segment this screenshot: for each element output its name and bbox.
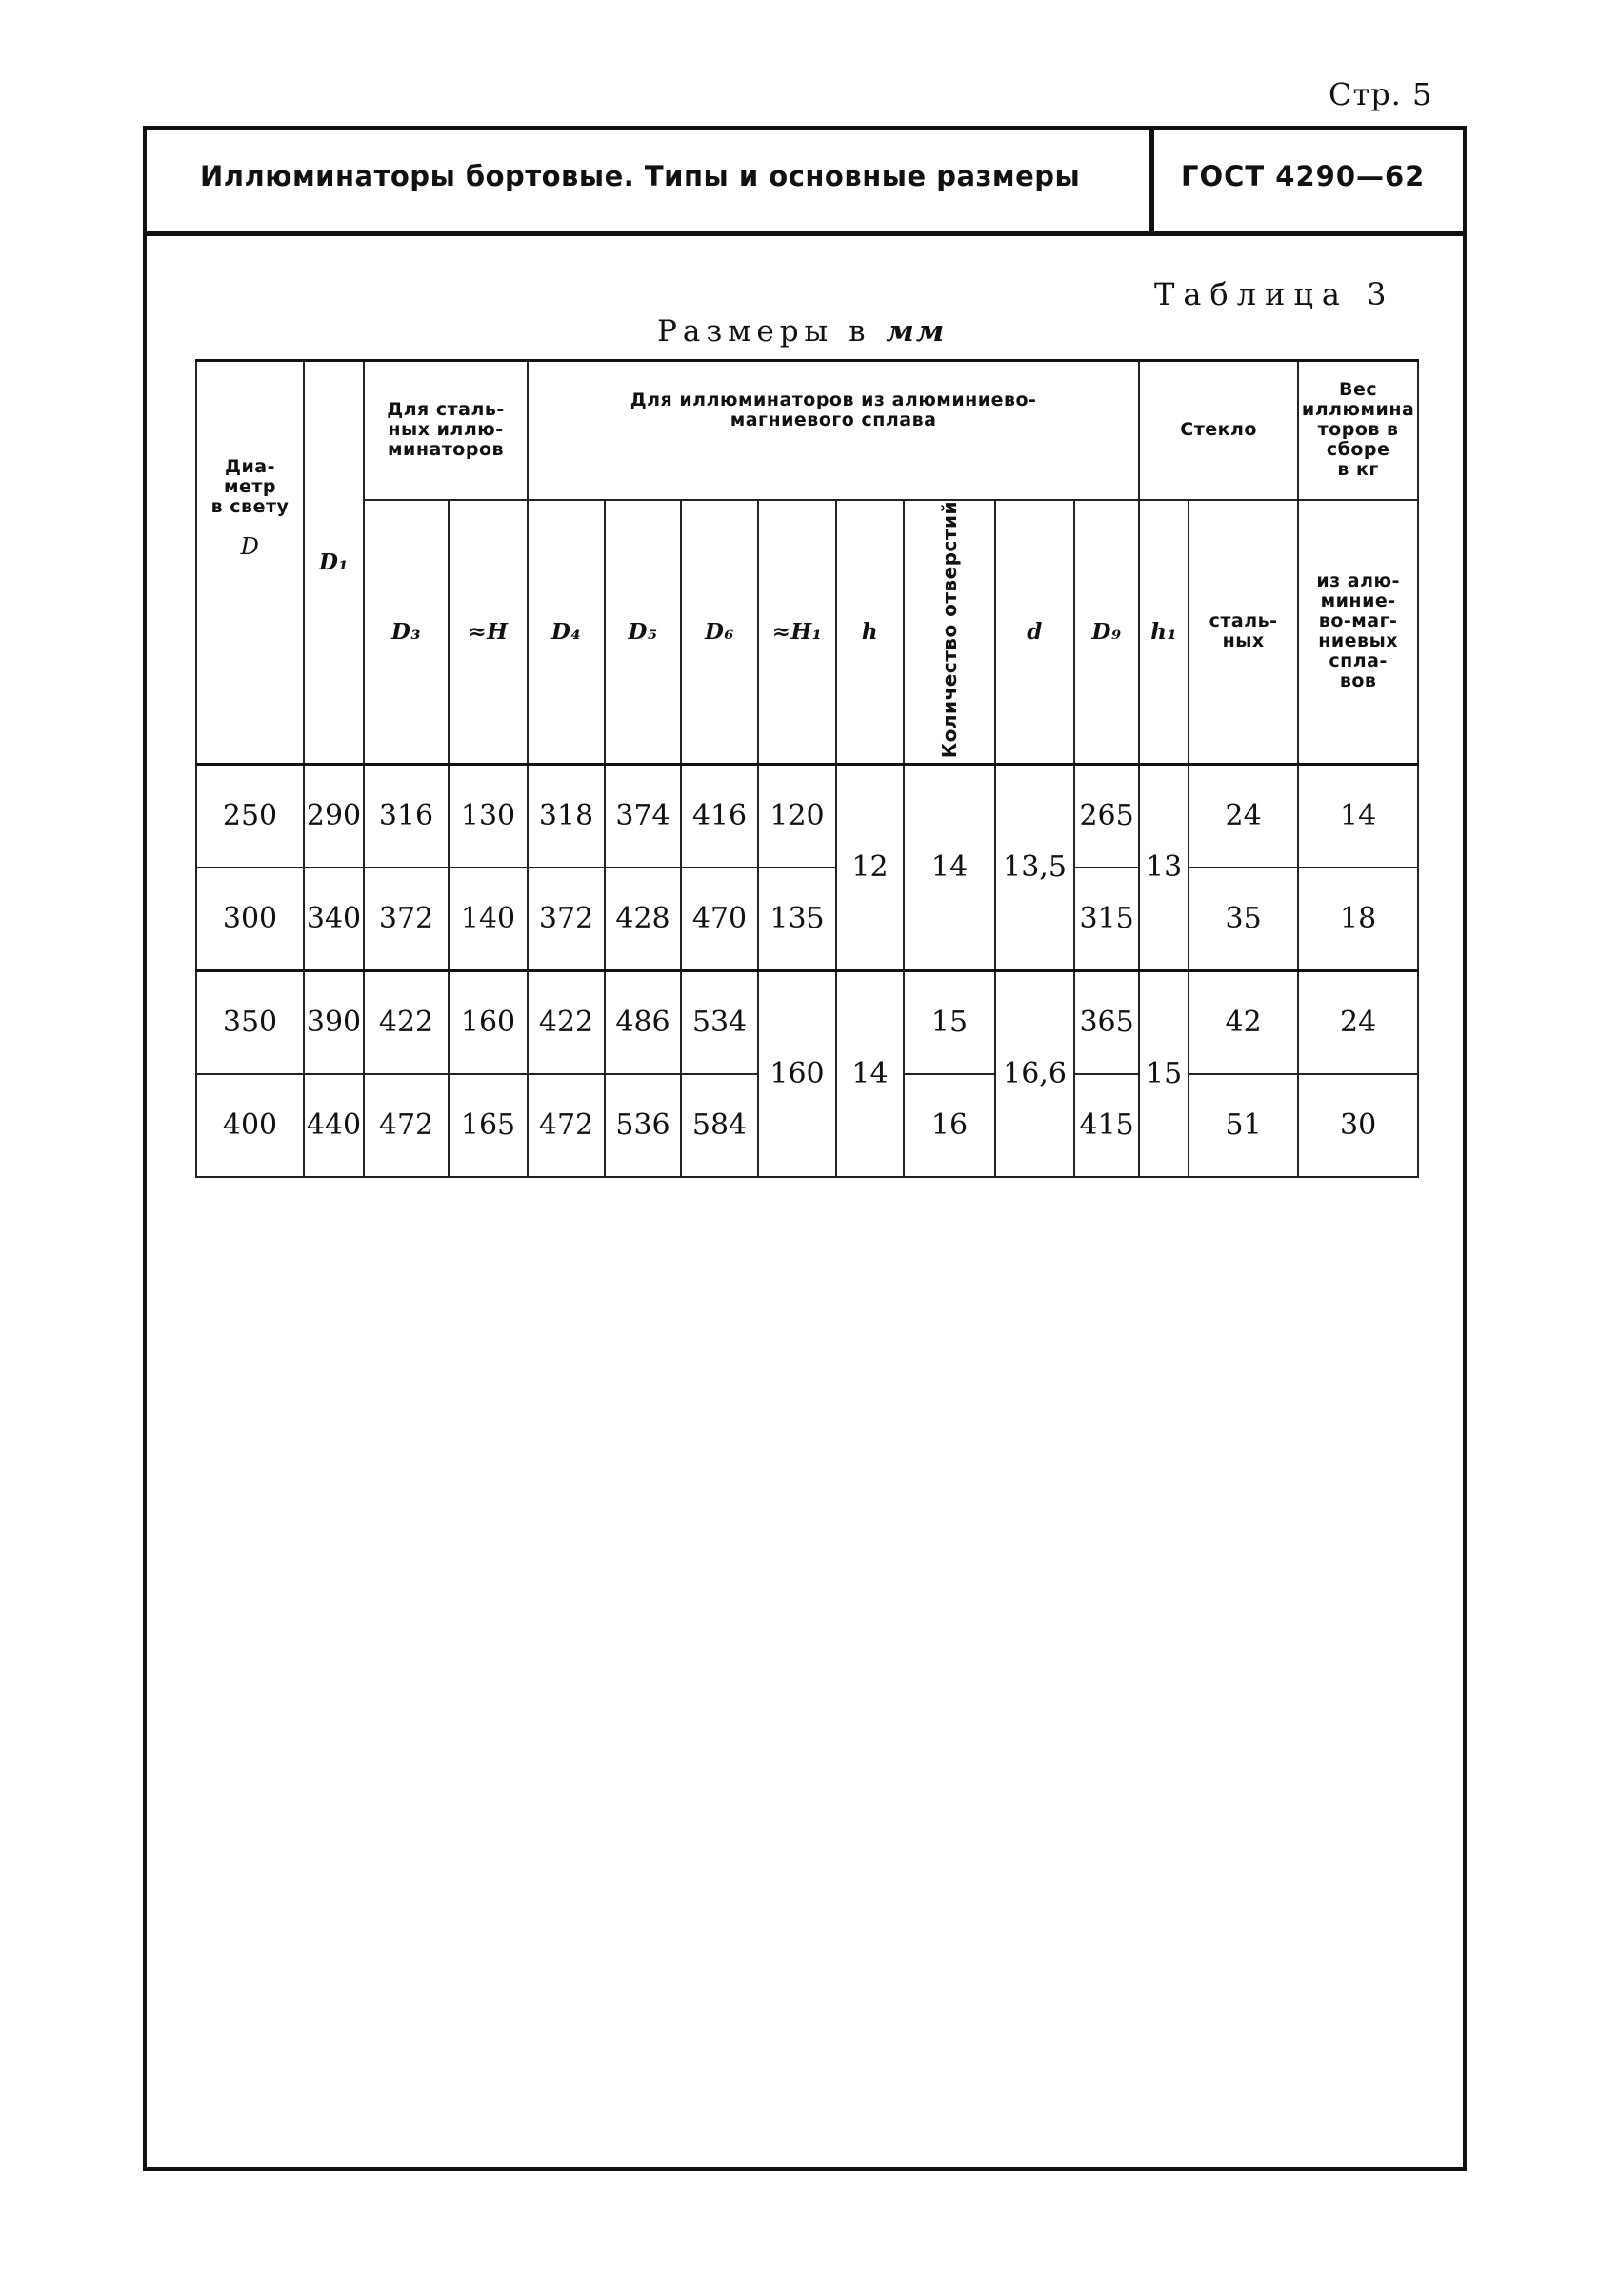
header-holes xyxy=(904,500,995,765)
cell-holes: 16 xyxy=(904,1074,995,1177)
header-d-small: d xyxy=(995,500,1074,765)
cell-d: 300 xyxy=(196,868,304,971)
header-d1: D₁ xyxy=(304,361,364,765)
cell-d5: 374 xyxy=(605,764,681,868)
header-weight-group: Вес иллюмина торов в сборе в кг xyxy=(1298,361,1418,500)
cell-holes: 14 xyxy=(904,764,995,970)
cell-d6: 534 xyxy=(681,970,758,1074)
header-alu-group: Для иллюминаторов из алюминиево- магниевого сплава xyxy=(528,361,1139,500)
cell-d9: 265 xyxy=(1074,764,1139,868)
cell-d-small: 16,6 xyxy=(995,970,1074,1177)
dimensions-table xyxy=(195,359,1419,1178)
header-diameter-symbol: D xyxy=(240,533,260,560)
cell-d3: 316 xyxy=(364,764,449,868)
cell-d1: 440 xyxy=(304,1074,364,1177)
header-h-small: h xyxy=(836,500,904,765)
cell-h1-glass: 13 xyxy=(1139,764,1189,970)
cell-d5: 536 xyxy=(605,1074,681,1177)
cell-h: 165 xyxy=(449,1074,528,1177)
units-caption xyxy=(657,314,946,349)
units-prefix: Размеры в xyxy=(657,314,871,349)
header-h1: ≈H₁ xyxy=(758,500,836,765)
cell-d5: 428 xyxy=(605,868,681,971)
header-diameter: Диа- метр в свету D xyxy=(196,361,304,765)
standard-code: ГОСТ 4290—62 xyxy=(1181,160,1426,192)
cell-d: 350 xyxy=(196,970,304,1074)
header-d4: D₄ xyxy=(528,500,605,765)
cell-d3: 472 xyxy=(364,1074,449,1177)
cell-d4: 372 xyxy=(528,868,605,971)
cell-d6: 470 xyxy=(681,868,758,971)
header-d9: D₉ xyxy=(1074,500,1139,765)
cell-weight-steel: 51 xyxy=(1189,1074,1298,1177)
cell-h1: 160 xyxy=(758,970,836,1177)
header-d3: D₃ xyxy=(364,500,449,765)
cell-h-small: 14 xyxy=(836,970,904,1177)
header-h: ≈H xyxy=(449,500,528,765)
header-h1-glass: h₁ xyxy=(1139,500,1189,765)
cell-weight-steel: 24 xyxy=(1189,764,1298,868)
cell-d-small: 13,5 xyxy=(995,764,1074,970)
table-label: Таблица 3 xyxy=(1154,276,1395,312)
cell-d3: 372 xyxy=(364,868,449,971)
cell-h: 160 xyxy=(449,970,528,1074)
cell-d1: 390 xyxy=(304,970,364,1074)
cell-d3: 422 xyxy=(364,970,449,1074)
cell-d4: 318 xyxy=(528,764,605,868)
cell-d9: 315 xyxy=(1074,868,1139,971)
cell-weight-alu: 24 xyxy=(1298,970,1418,1074)
cell-d6: 584 xyxy=(681,1074,758,1177)
header-weight-steel: сталь- ных xyxy=(1189,500,1298,765)
cell-h: 140 xyxy=(449,868,528,971)
header-holes-label: Количество отверстий xyxy=(938,500,962,758)
table-row xyxy=(196,970,1418,1074)
cell-h1-glass: 15 xyxy=(1139,970,1189,1177)
document-title: Иллюминаторы бортовые. Типы и основные размеры xyxy=(200,160,1081,192)
cell-h1: 120 xyxy=(758,764,836,868)
cell-h-small: 12 xyxy=(836,764,904,970)
header-glass-group: Стекло xyxy=(1139,361,1298,500)
header-vertical-divider xyxy=(1149,130,1154,231)
cell-d5: 486 xyxy=(605,970,681,1074)
cell-h1: 135 xyxy=(758,868,836,971)
cell-weight-alu: 18 xyxy=(1298,868,1418,971)
cell-d6: 416 xyxy=(681,764,758,868)
header-divider-line xyxy=(143,231,1467,236)
cell-d1: 340 xyxy=(304,868,364,971)
cell-h: 130 xyxy=(449,764,528,868)
cell-d: 250 xyxy=(196,764,304,868)
cell-holes: 15 xyxy=(904,970,995,1074)
cell-weight-alu: 30 xyxy=(1298,1074,1418,1177)
table-row xyxy=(196,868,1418,971)
header-steel-group: Для сталь- ных иллю- минаторов xyxy=(364,361,528,500)
cell-weight-steel: 35 xyxy=(1189,868,1298,971)
units-unit: мм xyxy=(886,314,947,349)
cell-weight-steel: 42 xyxy=(1189,970,1298,1074)
cell-d4: 422 xyxy=(528,970,605,1074)
cell-d9: 365 xyxy=(1074,970,1139,1074)
cell-d: 400 xyxy=(196,1074,304,1177)
cell-weight-alu: 14 xyxy=(1298,764,1418,868)
cell-d9: 415 xyxy=(1074,1074,1139,1177)
header-weight-alu: из алю- миние- во-маг- ниевых спла- вов xyxy=(1298,500,1418,765)
header-d5: D₅ xyxy=(605,500,681,765)
cell-d4: 472 xyxy=(528,1074,605,1177)
page-number: Стр. 5 xyxy=(1329,76,1433,112)
header-d6: D₆ xyxy=(681,500,758,765)
cell-d1: 290 xyxy=(304,764,364,868)
table-row xyxy=(196,764,1418,868)
